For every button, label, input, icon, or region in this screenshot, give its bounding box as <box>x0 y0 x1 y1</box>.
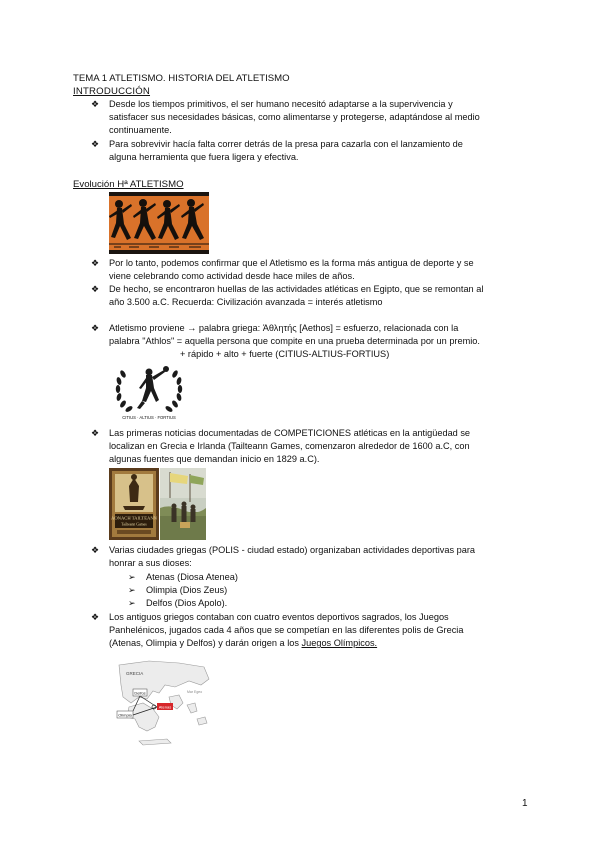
arrow-icon: ➢ <box>128 572 136 582</box>
text-line: alguna herramienta que fuera ligera y efectiva. <box>109 152 299 162</box>
map-label-olimpia: Olimpia <box>118 712 132 718</box>
text-line: algunas fuentes que demandan inicio en 1829 a.C). <box>109 454 320 464</box>
intro-heading: INTRODUCCIÓN <box>73 86 151 97</box>
text-line: palabra "Athlos" = aquella persona que compite en una prueba determinada por un premio. <box>109 336 480 346</box>
document-title: TEMA 1 ATLETISMO. HISTORIA DEL ATLETISMO <box>73 73 290 84</box>
greek-origin-paragraph <box>109 322 529 361</box>
poster-subtitle-text: Tailteann Games <box>121 522 147 527</box>
juegos-olimpicos-underlined: Juegos Olímpicos. <box>301 638 378 648</box>
text-line: Las primeras noticias documentadas de COMPETICIONES atléticas en la antigüedad se <box>109 428 471 438</box>
juegos-paragraph <box>109 611 529 650</box>
text-line: viene celebrando como actividad desde hace miles de años. <box>109 271 355 281</box>
bullet-icon: ❖ <box>91 545 100 555</box>
intro-paragraph-2 <box>109 138 529 164</box>
bullet-icon: ❖ <box>91 99 100 109</box>
text-segment: (Atenas, Olimpia y Delfos) y darán origen a los <box>109 638 302 648</box>
text-line: De hecho, se encontraron huellas de las actividades atléticas en Egipto, que se remontan al <box>109 284 484 294</box>
intro-paragraph-1 <box>109 98 529 137</box>
text-line <box>109 637 529 650</box>
city-delfos: Delfos (Dios Apolo). <box>146 598 228 608</box>
text-line: Varias ciudades griegas (POLIS - ciudad estado) organizaban actividades deportivas para <box>109 545 476 555</box>
evolucion-heading: Evolución Hª ATLETISMO <box>73 179 184 190</box>
discus-thrower-laurel-logo <box>109 362 189 422</box>
text-line: honrar a sus dioses: <box>109 558 192 568</box>
evolucion-paragraph-2 <box>109 283 529 309</box>
city-olimpia: Olimpia (Dios Zeus) <box>146 585 228 595</box>
tailteann-poster-image <box>109 468 159 540</box>
text-line: satisfacer sus necesidades básicas, como alimentarse y protegerse, adaptándose al medio <box>109 112 480 122</box>
poster-title-text: AONACH TAILTEANN <box>111 515 157 521</box>
greece-map-image <box>109 657 217 749</box>
polis-paragraph <box>109 544 529 570</box>
page-number: 1 <box>522 798 528 809</box>
bullet-icon: ❖ <box>91 323 100 333</box>
arrow-icon: ➢ <box>128 598 136 608</box>
arrow-icon: ➢ <box>128 585 136 595</box>
bullet-icon: ❖ <box>91 284 100 294</box>
bullet-icon: ❖ <box>91 139 100 149</box>
text-line: Para sobrevivir hacía falta correr detrás de la presa para cazarla con el lanzamiento de <box>109 139 463 149</box>
text-line: Los antiguos griegos contaban con cuatro eventos deportivos sagrados, los Juegos <box>109 612 449 622</box>
bullet-icon: ❖ <box>91 258 100 268</box>
bullet-icon: ❖ <box>91 612 100 622</box>
text-line: año 3.500 a.C. Recuerda: Civilización avanzada = interés atletismo <box>109 297 383 307</box>
text-line: continuamente. <box>109 125 172 135</box>
map-label-sea: Mar Egeo <box>187 690 203 694</box>
text-line: localizan en Grecia e Irlanda (Tailteann Games, comenzaron alrededor de 1600 a.C, con <box>109 441 470 451</box>
greek-runners-image <box>109 192 209 254</box>
olympic-motto: + rápido + alto + fuerte (CITIUS-ALTIUS-FORTIUS) <box>180 349 390 359</box>
map-label-grecia: GRECIA <box>126 671 144 676</box>
motto-logo-text: CITIUS · ALTIUS · FORTIUS <box>122 415 176 420</box>
competiciones-paragraph <box>109 427 529 466</box>
map-label-delfos: Delfos <box>134 690 146 696</box>
text-line: Atletismo proviene → palabra griega: Άθλητής [Aethos] = esfuerzo, relacionada con la <box>109 323 459 333</box>
text-line: Por lo tanto, podemos confirmar que el Atletismo es la forma más antigua de deporte y se <box>109 258 474 268</box>
evolucion-paragraph-1 <box>109 257 529 283</box>
text-line: Desde los tiempos primitivos, el ser humano necesitó adaptarse a la supervivencia y <box>109 99 453 109</box>
text-line: Panhelénicos, jugados cada 4 años que se competían en las diferentes polis de Grecia <box>109 625 464 635</box>
tailteann-painting-image <box>160 468 206 540</box>
city-atenas: Atenas (Diosa Atenea) <box>146 572 238 582</box>
bullet-icon: ❖ <box>91 428 100 438</box>
map-label-atenas: Atenas <box>158 704 172 710</box>
